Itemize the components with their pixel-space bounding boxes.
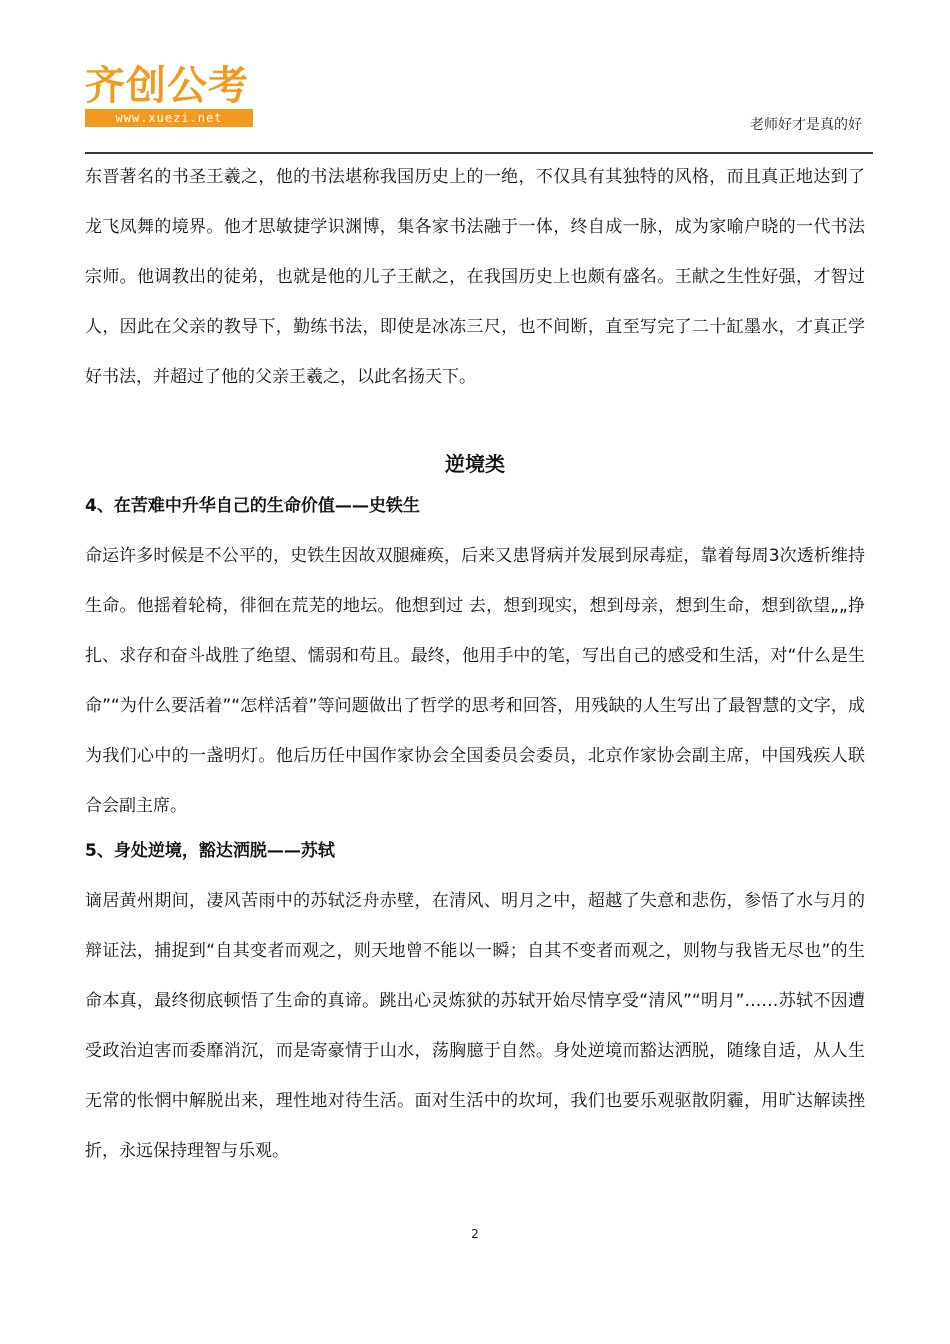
logo [85,64,255,130]
section-title: 逆境类 [445,452,505,476]
item-paragraph-5: 谪居黄州期间，凄风苦雨中的苏轼泛舟赤壁，在清风、明月之中，超越了失意和悲伤，参悟了水与月的辩证法，捕捉到“自其变者而观之，则天地曾不能以一瞬；自其不变者而观之，则物与我皆无尽也”的生命本真，最终彻底顿悟了生命的真谛。跳出心灵炼狱的苏轼开始尽情享受“清风”“明月”……苏轼不因遭受政治迫害而委靡消沉，而是寄豪情于山水，荡胸臆于自然。身处逆境而豁达洒脱，随缘自适，从人生无常的怅惘中解脱出来，理性地对待生活。面对生活中的坎坷，我们也要乐观驱散阴霾，用旷达解读挫折，永远保持理智与乐观。 [85,891,865,1161]
header-slogan: 老师好才是真的好 [750,117,862,133]
logo-url: www.xuezi.net [85,109,253,127]
item-title-4: 4、在苦难中升华自己的生命价值——史铁生 [85,496,420,516]
page-number: 2 [471,1227,479,1241]
item-title-5: 5、身处逆境，豁达洒脱——苏轼 [85,841,335,861]
logo-text: 齐创公考 [85,63,249,109]
intro-paragraph: 东晋著名的书圣王羲之，他的书法堪称我国历史上的一绝，不仅具有其独特的风格，而且真正地达到了龙飞凤舞的境界。他才思敏捷学识渊博，集各家书法融于一体，终自成一脉，成为家喻户晓的一代书法宗师。他调教出的徒弟，也就是他的儿子王献之，在我国历史上也颇有盛名。王献之生性好强，才智过人，因此在父亲的教导下，勤练书法，即使是冰冻三尺，也不间断，直至写完了二十缸墨水，才真正学好书法，并超过了他的父亲王羲之，以此名扬天下。 [85,167,865,387]
item-paragraph-4: 命运许多时候是不公平的，史铁生因故双腿瘫痪，后来又患肾病并发展到尿毒症，靠着每周3次透析维持生命。他摇着轮椅，徘徊在荒芜的地坛。他想到过 去，想到现实，想到母亲，想到生命，想到欲望„„挣扎、求存和奋斗战胜了绝望、懦弱和苟且。最终，他用手中的笔，写出自己的感受和生活，对“什么是生命”“为什么要活着”“怎样活着”等问题做出了哲学的思考和回答，用残缺的人生写出了最智慧的文字，成为我们心中的一盏明灯。他后历任中国作家协会全国委员会委员，北京作家协会副主席，中国残疾人联合会副主席。 [85,546,865,816]
document-body [85,160,865,1176]
